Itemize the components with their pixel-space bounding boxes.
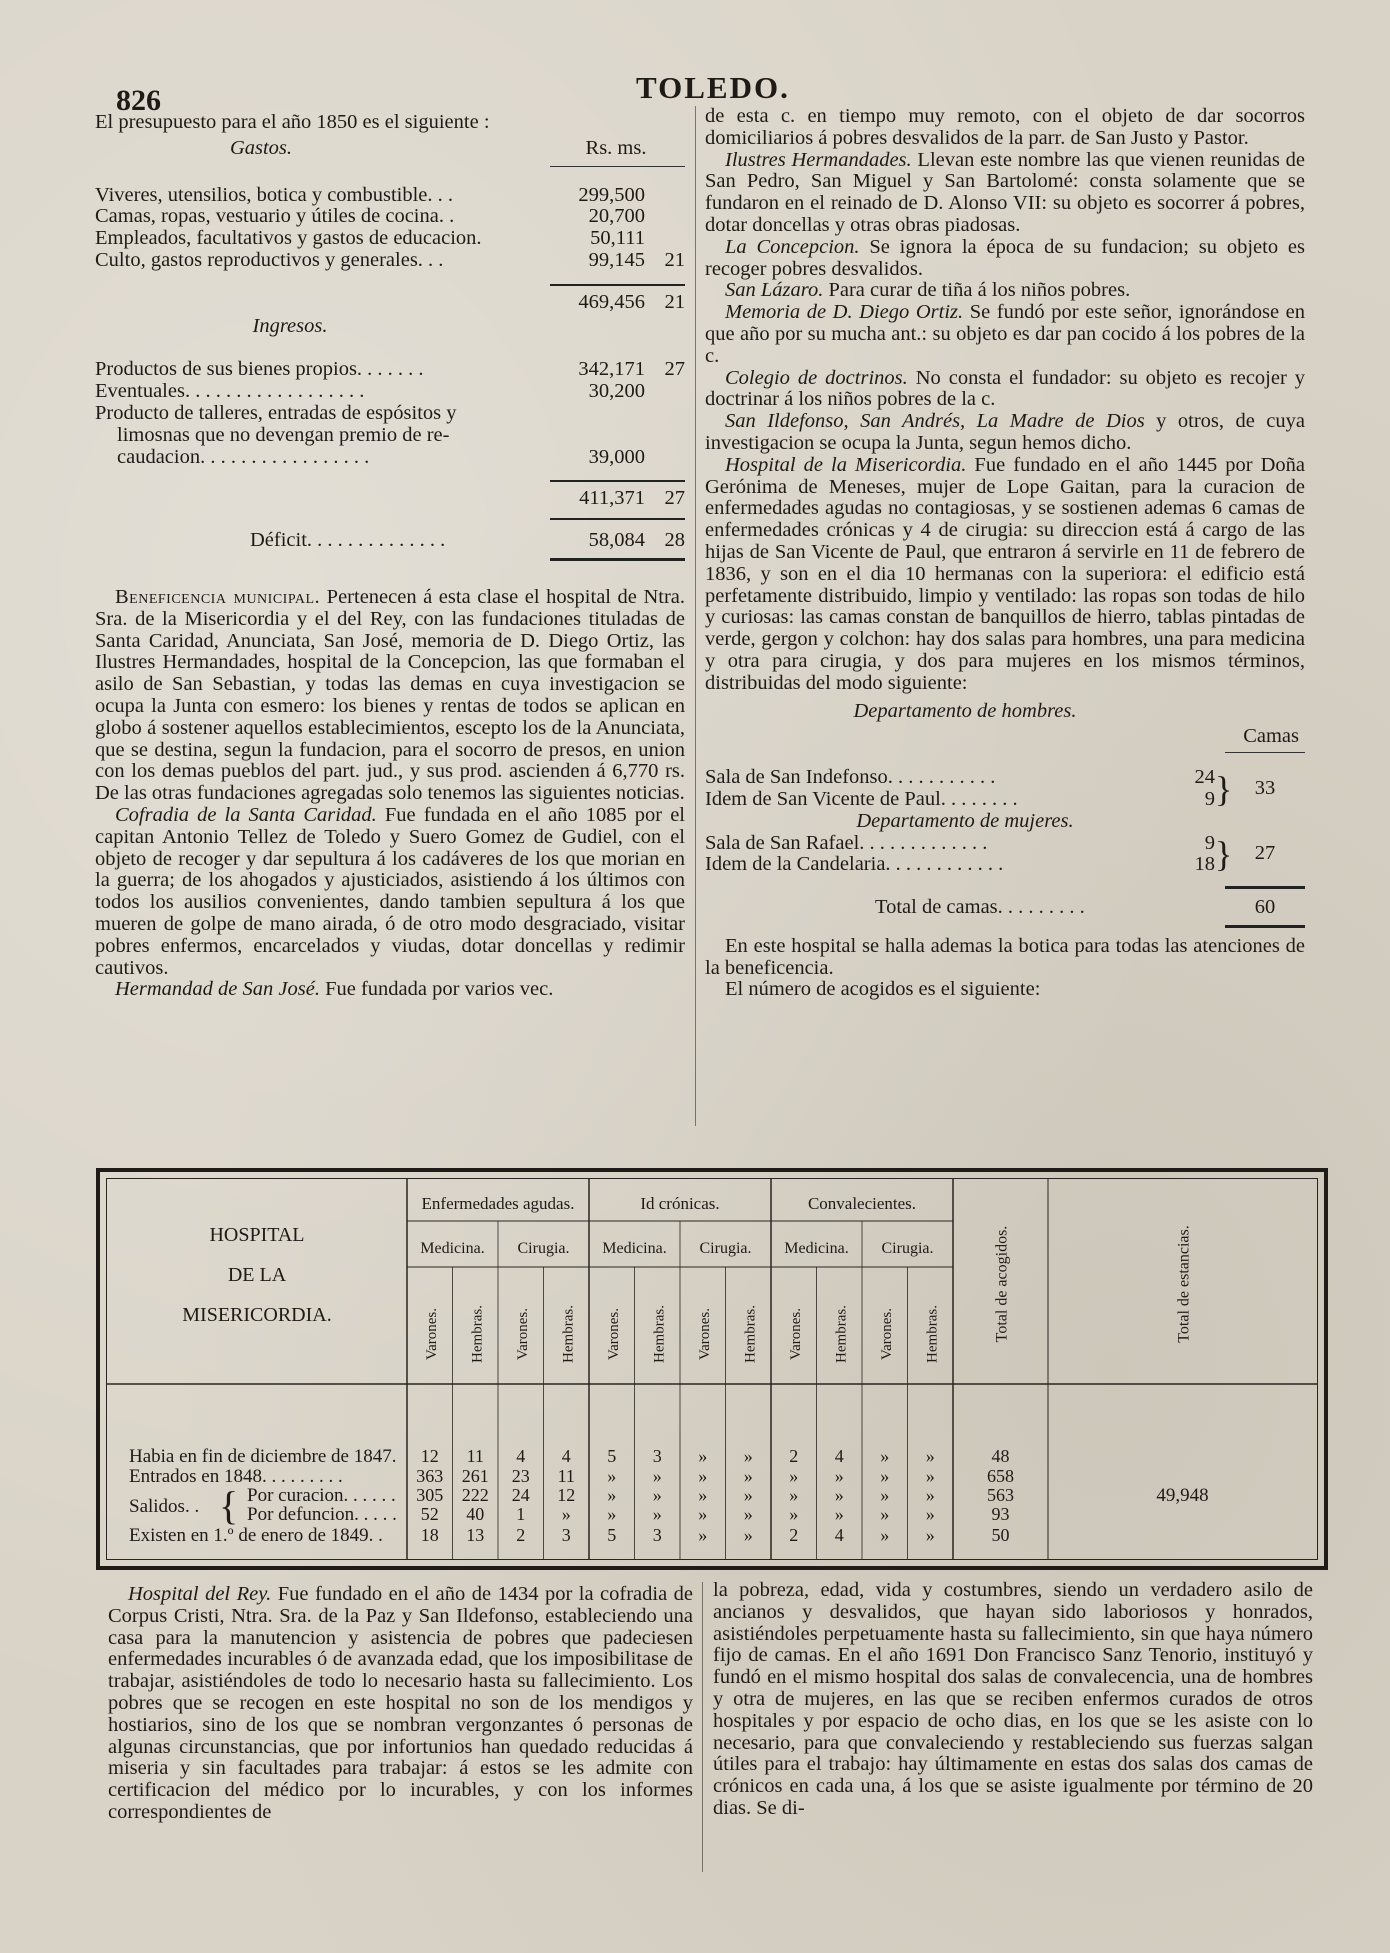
misericordia-text: Fue fundado en el año 1445 por Doña Gerónima de Meneses, mujer de Lope Gaitan, para la curacion de enfermedades agudas no contagiosas, y se sostienen ademas 6 camas de enfermedades crónicas y 4 de cirugia: su direccion está á cargo de las hijas de San Vicente de Paul, que entraron á servirle en 11 de febrero de 1836, y son en el dia 10 hermanas con la superiora: el edificio está perfetamente distribuido, limpio y ventilado: las ropas son todas de hilo y curiosas: las camas constan de banquillos de hierro, tablas pintadas de verde, gergon y colchon: hay dos salas para hombres, una para medicina y otra para cirugia, y dos para mujeres en los mismos términos, distribuidas del modo siguiente: [705,453,1305,694]
dept-hombres-title: Departamento de hombres. [853,699,1077,722]
cofradia-text: Fue fundada en el año 1085 por el capitan Antonio Tellez de Toledo y Suero Gomez de Gudiel, con el objeto de recoger y dar sepultura á los cadáveres de los que morian en la guerra; de los ahogados y ajusticiados, asistiendo á los últimos con todos los ausilios convenientes, dando tambien sepultura á los que mueren de golpe de mano airada, ó de otro modo desgraciado, visitar pobres enfermos, encarcelados y viudas, dotar doncellas y redimir cautivos. [95,803,685,979]
gastos-label: Empleados, facultativos y gastos de educacion. [95,228,482,250]
botica-paragraph: En este hospital se halla ademas la botica para todas las atenciones de la beneficencia. [705,934,1305,979]
gastos-rs: 50,111 [590,227,645,250]
table-cell: » [743,1525,753,1545]
table-cell: 4 [834,1525,844,1545]
memoria-paragraph [705,302,1305,367]
hermandad-heading: Hermandad de San José. [115,978,320,1001]
camas-hombres-1-num: 9 [1204,787,1215,810]
table-cell: 24 [511,1485,530,1505]
camas-hombres-1-label: Idem de San Vicente de Paul. . . . . . . . [705,788,1018,810]
table-group-header: Id crónicas. [640,1194,720,1213]
gastos-total-rs: 469,456 [578,290,645,313]
table-cell: 222 [461,1485,489,1505]
hermandad-text: Fue fundada por varios vec. [319,978,554,1001]
table-title-line: DE LA [227,1264,287,1286]
right-column [705,106,1305,1001]
ingresos-title: Ingresos. [252,314,328,337]
table-cell: 52 [420,1504,439,1524]
misericordia-paragraph [705,455,1305,695]
gastos-row [95,228,685,250]
ingresos-ms: 27 [664,358,685,381]
table-cell: 4 [516,1446,526,1466]
table-leaf-header: Varones. [605,1307,622,1361]
cofradia-heading: Cofradia de la Santa Caridad. [115,803,377,826]
table-cell: 40 [466,1504,485,1524]
gastos-row [95,185,685,207]
camas-hombres-0-num: 24 [1194,766,1215,789]
table-cell: 11 [466,1446,484,1466]
acogidos-table [96,1168,1328,1570]
table-total-estancias-header: Total de estancias. [1175,1225,1193,1343]
table-total-acogidos-header: Total de acogidos. [993,1225,1011,1343]
table-cell: » [652,1485,662,1505]
table-cell: » [880,1446,890,1466]
table-subgroup-header: Cirugia. [517,1240,570,1257]
table-cell: 3 [652,1446,662,1466]
gastos-ms: 21 [664,248,685,271]
table-cell: » [789,1504,799,1524]
table-cell: 658 [987,1466,1014,1486]
table-cell: 3 [561,1525,571,1545]
colegio-heading: Colegio de doctrinos. [725,366,908,389]
budget-intro: El presupuesto para el año 1850 es el siguiente : [95,111,490,133]
rey-heading: Hospital del Rey. [128,1583,272,1605]
ingresos-row [95,403,685,425]
camas-hombres-total: 33 [1254,777,1276,799]
table-leaf-header: Hembras. [560,1305,577,1363]
ingresos-list [95,359,685,468]
lazaro-paragraph [705,280,1305,302]
table-row-label: Entrados en 1848. . . . . . . . . [129,1466,343,1487]
table-cell: » [880,1485,890,1505]
table-cell: » [652,1504,662,1524]
table-group-header: Convalecientes. [807,1194,917,1213]
ingresos-total-rs: 411,371 [579,487,645,510]
table-cell: 261 [461,1466,489,1486]
beneficencia-heading: Beneficencia municipal. [115,585,321,608]
table-cell: » [789,1485,799,1505]
table-row-label: Por curacion. . . . . . [247,1485,396,1506]
ilustres-heading: Ilustres Hermandades. [725,148,912,171]
table-leaf-header: Hembras. [833,1305,850,1363]
gastos-title: Gastos. [229,137,293,159]
table-cell: » [925,1466,935,1486]
table-cell: 2 [789,1525,799,1545]
table-cell: » [743,1485,753,1505]
table-cell: 1 [516,1504,526,1524]
table-title-line: HOSPITAL [209,1224,305,1246]
budget-table [95,138,685,561]
table-cell: » [743,1504,753,1524]
bottom-right-column [713,1580,1313,1820]
beneficencia-paragraph [95,587,685,805]
table-cell: 11 [557,1466,575,1486]
camas-mujeres-0-num: 9 [1204,831,1215,854]
acogidos-table-inner [106,1178,1318,1560]
concepcion-paragraph [705,237,1305,281]
bottom-left-column [108,1584,693,1824]
camas-total: 60 [1254,896,1276,919]
table-subgroup-header: Medicina. [784,1240,849,1257]
ingresos-label: Eventuales. . . . . . . . . . . . . . . . . . [95,381,365,403]
table-cell: 5 [607,1446,617,1466]
memoria-heading: Memoria de D. Diego Ortiz. [725,301,964,324]
table-cell: » [925,1504,935,1524]
lazaro-text: Para curar de tiña á los niños pobres. [823,279,1131,302]
rey-text: Fue fundado en el año de 1434 por la cofradia de Corpus Cristi, Ntra. Sra. de la Paz y San Ildefonso, estableciendo una casa para la manutencion y asistencia de pobres que padeciesen enfermedades incurables ó de avanzada edad, que los imposibilitase de trabajar, asistiéndoles de todo lo necesario hasta su fallecimiento. Los pobres que se recogen en este hospital no son de los mendigos y hostiarios, sino de los que se nombran vergonzantes ó personas de algunas circunstancias, que por infortunios han quedado reducidas á miseria y sin facultades para trabajar: á estos se les admite con certificacion del médico por lo incurables, y con los informes correspondientes de [108,1583,693,1823]
table-cell: 12 [420,1446,439,1466]
table-cell: 5 [607,1525,617,1545]
table-cell: » [561,1504,571,1524]
gastos-list [95,185,685,272]
table-leaf-header: Varones. [696,1307,713,1361]
misericordia-heading: Hospital de la Misericordia. [725,453,967,476]
camas-mujeres-1-num: 18 [1194,853,1215,876]
table-cell: 4 [834,1446,844,1466]
running-title: TOLEDO. [636,70,790,105]
concepcion-heading: La Concepcion. [725,235,860,258]
table-cell: 13 [466,1525,485,1545]
left-column [95,112,685,1001]
lazaro-heading: San Lázaro. [725,279,824,302]
colegio-paragraph [705,368,1305,412]
table-cell: 363 [416,1466,444,1486]
table-cell: » [698,1446,708,1466]
ingresos-row [95,381,685,403]
cofradia-paragraph [95,805,685,979]
table-leaf-header: Varones. [514,1307,531,1361]
gastos-rs: 99,145 [588,248,645,271]
ingresos-label: Producto de talleres, entradas de espósitos y [95,402,457,424]
page-number: 826 [116,84,161,117]
table-cell: » [698,1485,708,1505]
gastos-row [95,206,685,228]
gastos-rs: 299,500 [578,183,645,206]
ingresos-label: caudacion. . . . . . . . . . . . . . . . . [117,446,370,468]
table-leaf-header: Varones. [423,1307,440,1361]
hermandad-paragraph [95,979,685,1001]
concepcion-text: Se ignora la época de su fundacion; su objeto es recoger pobres desvalidos. [705,235,1305,280]
table-row-label: Habia en fin de diciembre de 1847. [129,1446,397,1467]
table-cell: » [880,1525,890,1545]
gastos-total-ms: 21 [664,290,685,313]
table-cell: » [607,1485,617,1505]
rey-paragraph [108,1584,693,1824]
table-cell: 4 [561,1446,571,1466]
table-row-label: Existen en 1.º de enero de 1849. . [129,1525,383,1546]
acogidos-table-svg [107,1179,1317,1559]
gastos-row [95,250,685,272]
table-cell: » [880,1504,890,1524]
ilustres-paragraph [705,150,1305,237]
table-cell: » [698,1525,708,1545]
ingresos-label: Productos de sus bienes propios. . . . . . . [95,359,424,381]
table-cell: 23 [511,1466,530,1486]
gastos-label: Camas, ropas, vestuario y útiles de cocina. . [95,206,455,228]
table-subgroup-header: Cirugia. [881,1240,934,1257]
table-cell: » [925,1485,935,1505]
table-cell: 3 [652,1525,662,1545]
table-subgroup-header: Medicina. [420,1240,485,1257]
table-cell: » [607,1504,617,1524]
camas-hombres-0-label: Sala de San Indefonso. . . . . . . . . . . [705,767,996,789]
ildefonso-heading: San Ildefonso, San Andrés, La Madre de Dios [725,410,1145,433]
ingresos-row [95,447,685,469]
table-group-header: Enfermedades agudas. [421,1194,575,1213]
deficit-rs: 58,084 [588,529,645,552]
camas-total-label: Total de camas. . . . . . . . . [875,897,1085,919]
table-cell: 48 [991,1446,1010,1466]
hermandad-continuation: de esta c. en tiempo muy remoto, con el objeto de dar socorros domiciliarios á pobres desvalidos de la parr. de San Justo y Pastor. [705,105,1305,149]
table-cell: 12 [557,1485,576,1505]
table-cell: 305 [416,1485,444,1505]
ingresos-total-ms: 27 [664,487,685,510]
table-leaf-header: Hembras. [924,1305,941,1363]
camas-table: Departamento de hombres. Camas Sala de San Indefonso. . . . . . . . . . . 24 Idem de San Vicente de Paul. . . . . . . . 9 } 33 Departamento de mujeres. Sala de San Rafael. . . . . . . . . . . . . 9 Idem de la Candelaria. . . . . . . . . . . . 18 } 27 Total de camas. . . . . . . . . 60 [705,701,1305,928]
ingresos-rs: 39,000 [588,445,645,468]
table-cell: 50 [991,1525,1010,1545]
table-cell: » [925,1525,935,1545]
deficit-ms: 28 [664,529,685,552]
table-cell: » [834,1466,844,1486]
memoria-text: Se fundó por este señor, ignorándose en que año por su mucha ant.: su objeto es dar pan cocido á los pobres de la c. [705,301,1305,367]
table-cell: 2 [516,1525,526,1545]
acogidos-paragraph: El número de acogidos es el siguiente: [725,978,1041,1001]
colegio-text: No consta el fundador: su objeto es recojer y doctrinar á los niños pobres de la c. [705,366,1306,411]
table-cell: 563 [987,1485,1014,1505]
table-cell: » [880,1466,890,1486]
table-subgroup-header: Medicina. [602,1240,667,1257]
table-salidos-label: Salidos. . [129,1496,200,1517]
ingresos-label: limosnas que no devengan premio de re- [117,424,450,446]
dept-mujeres-title: Departamento de mujeres. [856,809,1074,832]
table-row-label: Por defuncion. . . . . [247,1504,397,1525]
table-cell: » [834,1485,844,1505]
gastos-label: Culto, gastos reproductivos y generales. . . [95,249,444,271]
bottom-column-rule [702,1582,703,1872]
table-cell: 93 [991,1504,1010,1524]
ingresos-row [95,425,685,447]
table-estancias-total: 49,948 [1156,1485,1209,1506]
table-cell: » [698,1504,708,1524]
table-cell: 2 [789,1446,799,1466]
table-cell: » [743,1466,753,1486]
currency-header: Rs. ms. [585,136,647,159]
camas-mujeres-0-label: Sala de San Rafael. . . . . . . . . . . . . [705,832,988,854]
gastos-label: Viveres, utensilios, botica y combustible. . . [95,184,454,206]
table-salidos-brace: { [219,1483,239,1528]
rey-continuation: la pobreza, edad, vida y costumbres, siendo un verdadero asilo de ancianos y desvalidos, que hayan sido laboriosos y honrados, asistiéndoles perpetuamente hasta su fallecimiento, sin que haya número fijo de camas. En el año 1691 Don Francisco Sanz Tenorio, instituyó y fundó en el mismo hospital dos salas de convalecencia, una de hombres y otra de mujeres, en las que se reciben enfermos curados de otros hospitales y por espacio de ocho dias, en los que se les asiste con lo necesario, para que convaleciendo y restableciendo sus fuerzas salgan útiles para el trabajo: hay últimamente en estas dos salas dos camas de crónicos en cada una, á los que se asiste igualmente por término de 20 dias. Se di- [713,1579,1313,1819]
table-leaf-header: Hembras. [742,1305,759,1363]
table-cell: » [607,1466,617,1486]
table-leaf-header: Hembras. [651,1305,668,1363]
camas-header: Camas [1243,725,1299,748]
column-rule [695,106,696,1126]
table-cell: 18 [420,1525,439,1545]
deficit-label: Déficit. . . . . . . . . . . . . . [250,530,446,552]
table-cell: » [743,1446,753,1466]
table-title-line: MISERICORDIA. [182,1304,332,1326]
table-subgroup-header: Cirugia. [699,1240,752,1257]
camas-mujeres-1-label: Idem de la Candelaria. . . . . . . . . . . . [705,854,1004,876]
table-leaf-header: Hembras. [469,1305,486,1363]
table-leaf-header: Varones. [878,1307,895,1361]
ingresos-rs: 342,171 [578,358,645,381]
ingresos-row [95,359,685,381]
gastos-rs: 20,700 [588,205,645,228]
table-cell: » [834,1504,844,1524]
table-cell: » [698,1466,708,1486]
table-leaf-header: Varones. [787,1307,804,1361]
table-cell: » [925,1446,935,1466]
ilustres-text: Llevan este nombre las que vienen reunidas de San Pedro, San Miguel y San Bartolomé: consta solamente que se fundaron en el reinado de D. Alonso VII: su objeto es socorrer á pobres, dotar doncellas y otras obras piadosas. [705,148,1305,236]
ingresos-rs: 30,200 [588,380,645,403]
ildefonso-text: y otros, de cuya investigacion se ocupa la Junta, segun hemos dicho. [705,410,1306,454]
table-cell: » [789,1466,799,1486]
beneficencia-text: Pertenecen á esta clase el hospital de Ntra. Sra. de la Misericordia y el del Rey, con las fundaciones tituladas de Santa Caridad, Anunciata, San José, memoria de D. Diego Ortiz, las Ilustres Hermandades, hospital de la Concepcion, las que formaban el asilo de San Sebastian, y todas las demas en cuya investigacion se ocupa la Junta con esmero: los bienes y rentas de todos se aplican en globo á sostener aquellos establecimientos, escepto los de la Anunciata, que se destina, segun la fundacion, para el socorro de presos, en union con los demas pueblos del part. jud., y sus prod. ascienden á 6,770 rs. De las otras fundaciones agregadas solo tenemos las siguientes noticias. [95,585,685,805]
camas-mujeres-total: 27 [1254,842,1276,865]
ildefonso-paragraph [705,411,1305,455]
table-cell: » [652,1466,662,1486]
